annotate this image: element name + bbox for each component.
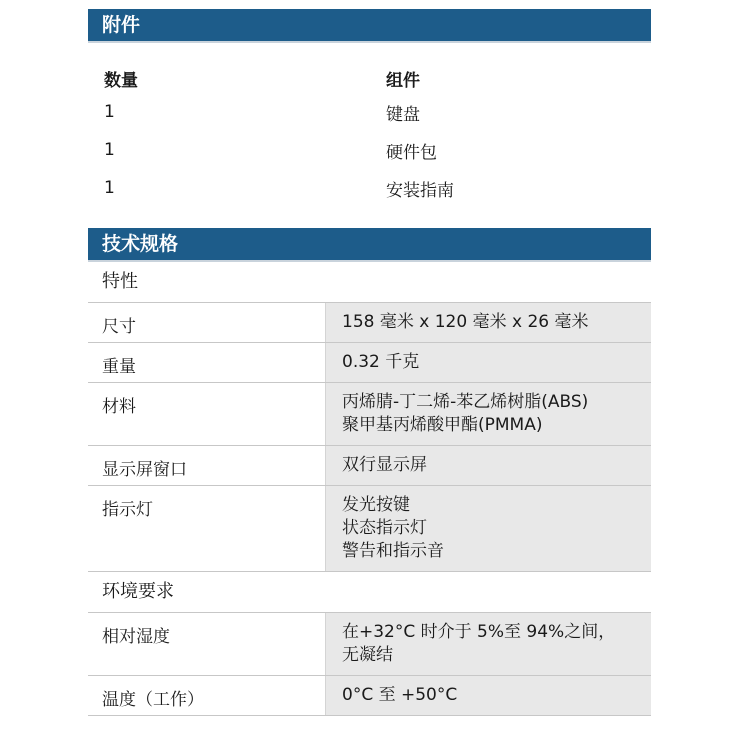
spec-value-line: 警告和指示音: [342, 541, 444, 561]
environment-group-label: 环境要求: [88, 572, 651, 613]
spec-document: [88, 9, 651, 716]
spec-row-indicators: [88, 486, 651, 572]
spec-value-line: 158 毫米 x 120 毫米 x 26 毫米: [342, 312, 589, 332]
component-cell: 键盘: [386, 104, 420, 125]
accessories-table-header: [88, 63, 651, 93]
accessories-title: 附件: [102, 14, 141, 36]
features-group-label: 特性: [88, 262, 651, 303]
spec-row-operating-temperature: [88, 676, 651, 716]
spec-key: 相对湿度: [102, 627, 170, 647]
spec-value-line: 聚甲基丙烯酸甲酯(PMMA): [342, 415, 543, 435]
spec-value-line: 发光按键: [342, 495, 410, 515]
component-column-header: 组件: [386, 70, 420, 91]
table-row: [88, 169, 651, 207]
spec-value-line: 0.32 千克: [342, 352, 420, 372]
spec-row-material: [88, 383, 651, 446]
component-cell: 安装指南: [386, 180, 454, 201]
table-row: [88, 131, 651, 169]
spec-value-line: 无凝结: [342, 645, 393, 665]
spec-value: [325, 303, 651, 342]
spec-value-line: 丙烯腈-丁二烯-苯乙烯树脂(ABS): [342, 392, 589, 412]
spec-value: [325, 613, 651, 675]
table-row: [88, 93, 651, 131]
spec-key: 尺寸: [102, 317, 136, 337]
qty-cell: 1: [104, 178, 115, 198]
specs-header: [88, 228, 651, 262]
spec-row-weight: [88, 343, 651, 383]
spec-row-display-window: [88, 446, 651, 486]
spec-key: 材料: [102, 397, 136, 417]
spec-value: [325, 383, 651, 445]
spec-row-dimensions: [88, 303, 651, 343]
specs-table: [88, 262, 651, 716]
spec-value: [325, 343, 651, 382]
spec-key: 指示灯: [102, 500, 153, 520]
spec-value: [325, 446, 651, 485]
spec-key: 重量: [102, 357, 136, 377]
qty-cell: 1: [104, 140, 115, 160]
accessories-table: [88, 63, 651, 207]
spec-value-line: 状态指示灯: [342, 518, 427, 538]
component-cell: 硬件包: [386, 142, 437, 163]
accessories-header: [88, 9, 651, 43]
spec-value-line: 双行显示屏: [342, 455, 427, 475]
qty-column-header: 数量: [104, 70, 138, 91]
spec-key: 温度（工作）: [102, 690, 204, 710]
qty-cell: 1: [104, 102, 115, 122]
spec-value-line: 0°C 至 +50°C: [342, 685, 458, 705]
spec-row-humidity: [88, 613, 651, 676]
specs-title: 技术规格: [102, 233, 179, 255]
spec-value-line: 在+32°C 时介于 5%至 94%之间，: [342, 622, 616, 642]
spec-value: [325, 676, 651, 715]
spec-value: [325, 486, 651, 571]
spec-key: 显示屏窗口: [102, 460, 187, 480]
